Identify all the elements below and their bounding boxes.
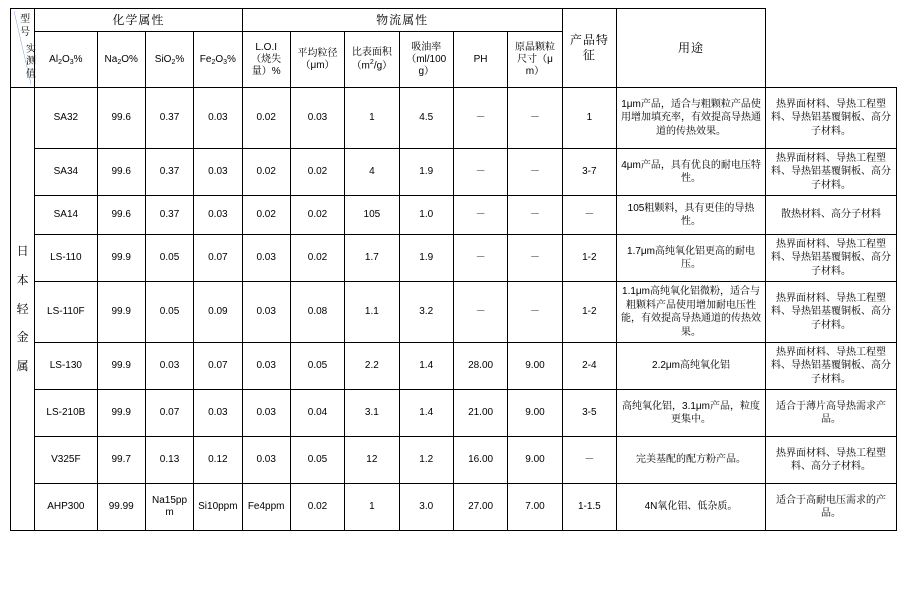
cell-feature: 高纯氧化铝，3.1μm产品，粒度更集中。 bbox=[617, 390, 766, 437]
cell-surface: 3.0 bbox=[399, 484, 453, 531]
cell-crystal: － bbox=[562, 437, 616, 484]
cell-particle: 4 bbox=[345, 149, 399, 196]
cell-feature: 1.1μm高纯氧化铝微粉，适合与粗颗料产品使用增加耐电压性能，有效提高导热通道的传热效果。 bbox=[617, 282, 766, 343]
cell-al2o3: 99.7 bbox=[97, 437, 145, 484]
cell-na2o: 0.05 bbox=[145, 282, 193, 343]
header-fe2o3: $Fe_2O_3\%$ bbox=[194, 32, 242, 88]
table-row bbox=[11, 484, 897, 531]
cell-oil: 28.00 bbox=[453, 343, 507, 390]
product-spec-table bbox=[10, 8, 897, 531]
header-physical-properties: 物流属性 bbox=[242, 9, 562, 32]
cell-loi: 0.04 bbox=[290, 390, 344, 437]
cell-model: LS-130 bbox=[35, 343, 97, 390]
vendor-label-cell bbox=[11, 88, 35, 531]
cell-loi: 0.05 bbox=[290, 343, 344, 390]
table-row bbox=[11, 235, 897, 282]
table-body bbox=[11, 88, 897, 531]
cell-feature: 4μm产品，具有优良的耐电压特性。 bbox=[617, 149, 766, 196]
cell-feature: 1μm产品，适合与粗颗粒产品使用增加填充率，有效提高导热通道的传热效果。 bbox=[617, 88, 766, 149]
cell-model: AHP300 bbox=[35, 484, 97, 531]
cell-na2o: 0.37 bbox=[145, 196, 193, 235]
cell-model: LS-110F bbox=[35, 282, 97, 343]
cell-sio2: 0.03 bbox=[194, 196, 242, 235]
corner-header-model: 型号 bbox=[20, 14, 32, 38]
header-surface-area: 比表面积$(m^2/g)$ bbox=[345, 32, 399, 88]
cell-particle: 12 bbox=[345, 437, 399, 484]
cell-surface: 4.5 bbox=[399, 88, 453, 149]
cell-use: 热界面材料、导热工程塑料、导热铝基覆铜板、高分子材料。 bbox=[766, 235, 897, 282]
cell-use: 适合于薄片高导热需求产品。 bbox=[766, 390, 897, 437]
cell-al2o3: 99.9 bbox=[97, 235, 145, 282]
cell-use: 适合于高耐电压需求的产品。 bbox=[766, 484, 897, 531]
table-row bbox=[11, 196, 897, 235]
cell-model: SA14 bbox=[35, 196, 97, 235]
header-al2o3: $Al_2O_3\%$ bbox=[35, 32, 97, 88]
header-na2o: $Na_2O\%$ bbox=[97, 32, 145, 88]
cell-na2o: 0.37 bbox=[145, 149, 193, 196]
cell-use: 热界面材料、导热工程塑料、导热铝基覆铜板、高分子材料。 bbox=[766, 88, 897, 149]
cell-al2o3: 99.6 bbox=[97, 149, 145, 196]
cell-ph: － bbox=[508, 196, 562, 235]
header-group-row bbox=[11, 9, 897, 32]
cell-na2o: 0.13 bbox=[145, 437, 193, 484]
cell-al2o3: 99.9 bbox=[97, 390, 145, 437]
cell-ph: － bbox=[508, 149, 562, 196]
cell-surface: 1.4 bbox=[399, 343, 453, 390]
cell-crystal: 2-4 bbox=[562, 343, 616, 390]
cell-use: 热界面材料、导热工程塑料、导热铝基覆铜板、高分子材料。 bbox=[766, 149, 897, 196]
vendor-char-2: 本 bbox=[16, 272, 29, 287]
cell-feature: 4N氧化铝、低杂质。 bbox=[617, 484, 766, 531]
cell-crystal: 1-2 bbox=[562, 235, 616, 282]
header-chemical-properties: 化学属性 bbox=[35, 9, 242, 32]
cell-oil: 21.00 bbox=[453, 390, 507, 437]
cell-sio2: 0.07 bbox=[194, 235, 242, 282]
cell-sio2: 0.03 bbox=[194, 149, 242, 196]
cell-surface: 1.9 bbox=[399, 235, 453, 282]
cell-feature: 105粗颗料，具有更佳的导热性。 bbox=[617, 196, 766, 235]
cell-oil: － bbox=[453, 149, 507, 196]
cell-surface: 1.4 bbox=[399, 390, 453, 437]
cell-al2o3: 99.99 bbox=[97, 484, 145, 531]
cell-crystal: － bbox=[562, 196, 616, 235]
table-row bbox=[11, 343, 897, 390]
vendor-char-1: 日 bbox=[16, 244, 29, 258]
cell-crystal: 1 bbox=[562, 88, 616, 149]
cell-use: 散热材料、高分子材料 bbox=[766, 196, 897, 235]
cell-crystal: 3-7 bbox=[562, 149, 616, 196]
cell-ph: － bbox=[508, 235, 562, 282]
cell-model: SA34 bbox=[35, 149, 97, 196]
cell-loi: 0.02 bbox=[290, 149, 344, 196]
cell-ph: 9.00 bbox=[508, 437, 562, 484]
cell-sio2: 0.09 bbox=[194, 282, 242, 343]
cell-al2o3: 99.6 bbox=[97, 196, 145, 235]
vendor-char-5: 属 bbox=[16, 359, 29, 374]
cell-use: 热界面材料、导热工程塑料、导热铝基覆铜板、高分子材料。 bbox=[766, 343, 897, 390]
cell-loi: 0.08 bbox=[290, 282, 344, 343]
cell-model: SA32 bbox=[35, 88, 97, 149]
cell-loi: 0.02 bbox=[290, 196, 344, 235]
cell-particle: 3.1 bbox=[345, 390, 399, 437]
header-mean-particle-size: 平均粒径（μm） bbox=[290, 32, 344, 88]
cell-model: LS-210B bbox=[35, 390, 97, 437]
cell-feature: 1.7μm高纯氧化铝更高的耐电压。 bbox=[617, 235, 766, 282]
header-crystal-size: 原晶颗粒尺寸（μm） bbox=[508, 32, 562, 88]
cell-na2o: Na15ppm bbox=[145, 484, 193, 531]
cell-fe2o3: 0.02 bbox=[242, 196, 290, 235]
cell-fe2o3: 0.03 bbox=[242, 282, 290, 343]
cell-surface: 1.9 bbox=[399, 149, 453, 196]
cell-fe2o3: 0.03 bbox=[242, 343, 290, 390]
header-loi: L.O.I（烧失量）% bbox=[242, 32, 290, 88]
cell-ph: 9.00 bbox=[508, 343, 562, 390]
cell-na2o: 0.03 bbox=[145, 343, 193, 390]
cell-na2o: 0.37 bbox=[145, 88, 193, 149]
cell-fe2o3: 0.02 bbox=[242, 88, 290, 149]
header-sio2: SiO$_2$% bbox=[145, 32, 193, 88]
cell-ph: － bbox=[508, 282, 562, 343]
cell-surface: 1.2 bbox=[399, 437, 453, 484]
cell-loi: 0.02 bbox=[290, 235, 344, 282]
cell-particle: 1 bbox=[345, 484, 399, 531]
cell-na2o: 0.07 bbox=[145, 390, 193, 437]
cell-crystal: 1-2 bbox=[562, 282, 616, 343]
table-row bbox=[11, 149, 897, 196]
cell-na2o: 0.05 bbox=[145, 235, 193, 282]
cell-feature: 2.2μm高纯氧化铝 bbox=[617, 343, 766, 390]
cell-crystal: 3-5 bbox=[562, 390, 616, 437]
cell-particle: 105 bbox=[345, 196, 399, 235]
table-row bbox=[11, 437, 897, 484]
cell-sio2: 0.03 bbox=[194, 88, 242, 149]
cell-ph: 9.00 bbox=[508, 390, 562, 437]
cell-loi: 0.03 bbox=[290, 88, 344, 149]
cell-particle: 1 bbox=[345, 88, 399, 149]
cell-feature: 完美基配的配方粉产品。 bbox=[617, 437, 766, 484]
corner-header-cell bbox=[11, 9, 35, 88]
cell-model: LS-110 bbox=[35, 235, 97, 282]
cell-fe2o3: 0.03 bbox=[242, 390, 290, 437]
cell-fe2o3: 0.02 bbox=[242, 149, 290, 196]
corner-header-measured: 实测值 bbox=[26, 43, 37, 80]
cell-ph: － bbox=[508, 88, 562, 149]
cell-model: V325F bbox=[35, 437, 97, 484]
cell-surface: 3.2 bbox=[399, 282, 453, 343]
vendor-char-4: 金 bbox=[16, 330, 29, 345]
header-usage: 用途 bbox=[617, 9, 766, 88]
cell-crystal: 1-1.5 bbox=[562, 484, 616, 531]
cell-oil: － bbox=[453, 282, 507, 343]
cell-ph: 7.00 bbox=[508, 484, 562, 531]
cell-fe2o3: 0.03 bbox=[242, 235, 290, 282]
cell-oil: － bbox=[453, 196, 507, 235]
cell-oil: － bbox=[453, 235, 507, 282]
cell-al2o3: 99.9 bbox=[97, 343, 145, 390]
cell-sio2: 0.03 bbox=[194, 390, 242, 437]
cell-loi: 0.05 bbox=[290, 437, 344, 484]
table-row bbox=[11, 282, 897, 343]
cell-oil: 16.00 bbox=[453, 437, 507, 484]
cell-sio2: Si10ppm bbox=[194, 484, 242, 531]
vendor-char-3: 轻 bbox=[16, 301, 29, 316]
cell-surface: 1.0 bbox=[399, 196, 453, 235]
cell-oil: 27.00 bbox=[453, 484, 507, 531]
cell-use: 热界面材料、导热工程塑料、导热铝基覆铜板、高分子材料。 bbox=[766, 282, 897, 343]
table-header bbox=[11, 9, 897, 88]
cell-loi: 0.02 bbox=[290, 484, 344, 531]
cell-al2o3: 99.9 bbox=[97, 282, 145, 343]
header-ph: PH bbox=[453, 32, 507, 88]
cell-sio2: 0.07 bbox=[194, 343, 242, 390]
cell-oil: － bbox=[453, 88, 507, 149]
table-row bbox=[11, 390, 897, 437]
cell-particle: 1.1 bbox=[345, 282, 399, 343]
table-row bbox=[11, 88, 897, 149]
header-product-feature: 产品特征 bbox=[562, 9, 616, 88]
cell-fe2o3: Fe4ppm bbox=[242, 484, 290, 531]
cell-particle: 1.7 bbox=[345, 235, 399, 282]
header-oil-absorption: 吸油率（ml/100g） bbox=[399, 32, 453, 88]
cell-use: 热界面材料、导热工程塑料、高分子材料。 bbox=[766, 437, 897, 484]
cell-particle: 2.2 bbox=[345, 343, 399, 390]
cell-al2o3: 99.6 bbox=[97, 88, 145, 149]
cell-fe2o3: 0.03 bbox=[242, 437, 290, 484]
cell-sio2: 0.12 bbox=[194, 437, 242, 484]
